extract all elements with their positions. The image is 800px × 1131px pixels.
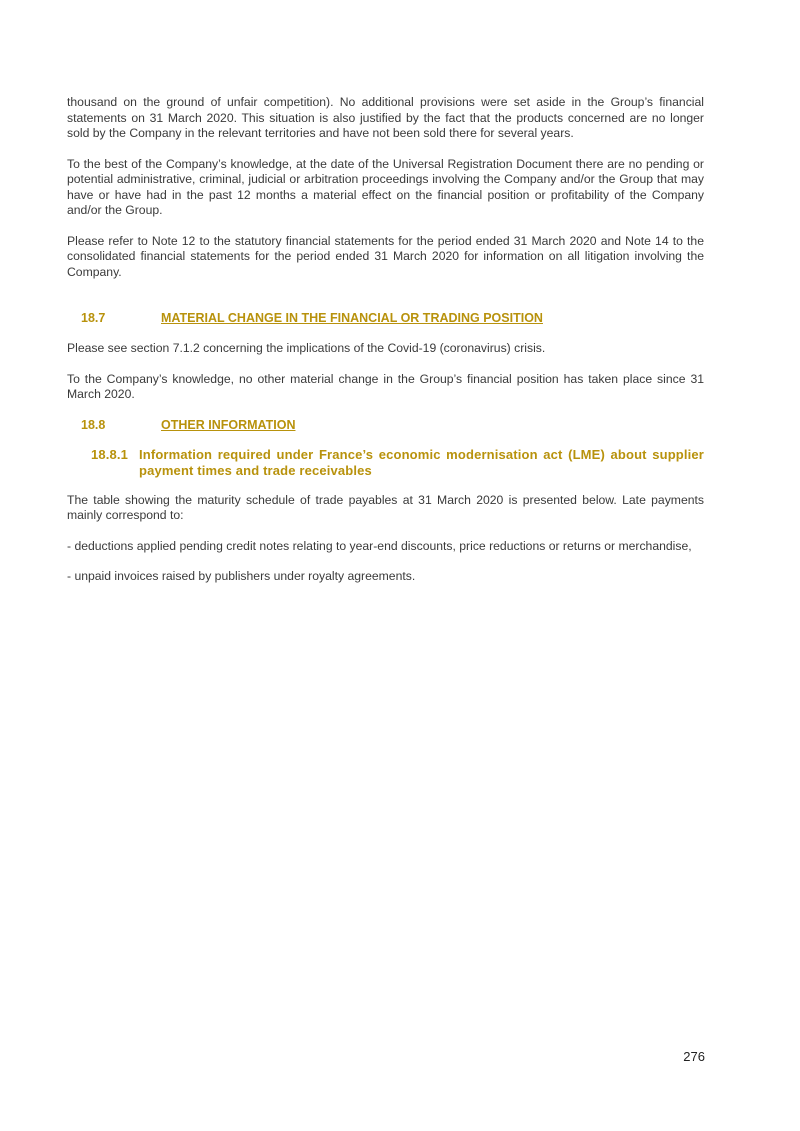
subsection-heading-18-8-1 — [67, 447, 704, 479]
section-number: 18.7 — [81, 311, 106, 325]
page-number: 276 — [683, 1049, 705, 1064]
paragraph-provisions: thousand on the ground of unfair competition). No additional provisions were set aside in the Group’s financial statements on 31 March 2020. This situation is also justified by the fact that the products concerned are no longer sold by the Company in the relevant territories and have not been sold there for several years. — [67, 95, 704, 140]
section-title: MATERIAL CHANGE IN THE FINANCIAL OR TRADING POSITION — [161, 311, 543, 325]
paragraph-litigation-notes: Please refer to Note 12 to the statutory financial statements for the period ended 31 March 2020 and Note 14 to the consolidated financial statements for the period ended 31 March 2020 for information on all litigation involving the Company. — [67, 233, 704, 279]
paragraph-covid: Please see section 7.1.2 concerning the implications of the Covid-19 (coronavirus) crisis. — [67, 341, 546, 355]
subsection-number: 18.8.1 — [91, 446, 129, 462]
paragraph-proceedings: To the best of the Company’s knowledge, at the date of the Universal Registration Document there are no pending or potential administrative, criminal, judicial or arbitration proceedings involving the Company and/or the Group that may have or have had in the past 12 months a material effect on the financial position or profitability of the Company and/or the Group. — [67, 156, 704, 217]
section-title: OTHER INFORMATION — [161, 417, 296, 432]
document-body — [67, 95, 704, 585]
section-heading-18-8 — [67, 417, 704, 433]
paragraph-maturity-schedule: The table showing the maturity schedule of trade payables at 31 March 2020 is presented below. Late payments mainly correspond to: — [67, 492, 704, 522]
list-item-unpaid-invoices: - unpaid invoices raised by publishers under royalty agreements. — [67, 569, 416, 583]
section-number: 18.8 — [81, 417, 106, 432]
paragraph-no-material-change: To the Company’s knowledge, no other material change in the Group’s financial position has taken place since 31 March 2020. — [67, 371, 704, 401]
list-item-deductions: - deductions applied pending credit notes relating to year-end discounts, price reductions or returns or merchandise, — [67, 538, 692, 553]
section-heading-18-7 — [67, 310, 704, 326]
subsection-title: Information required under France’s economic modernisation act (LME) about supplier payment times and trade receivables — [139, 446, 704, 478]
